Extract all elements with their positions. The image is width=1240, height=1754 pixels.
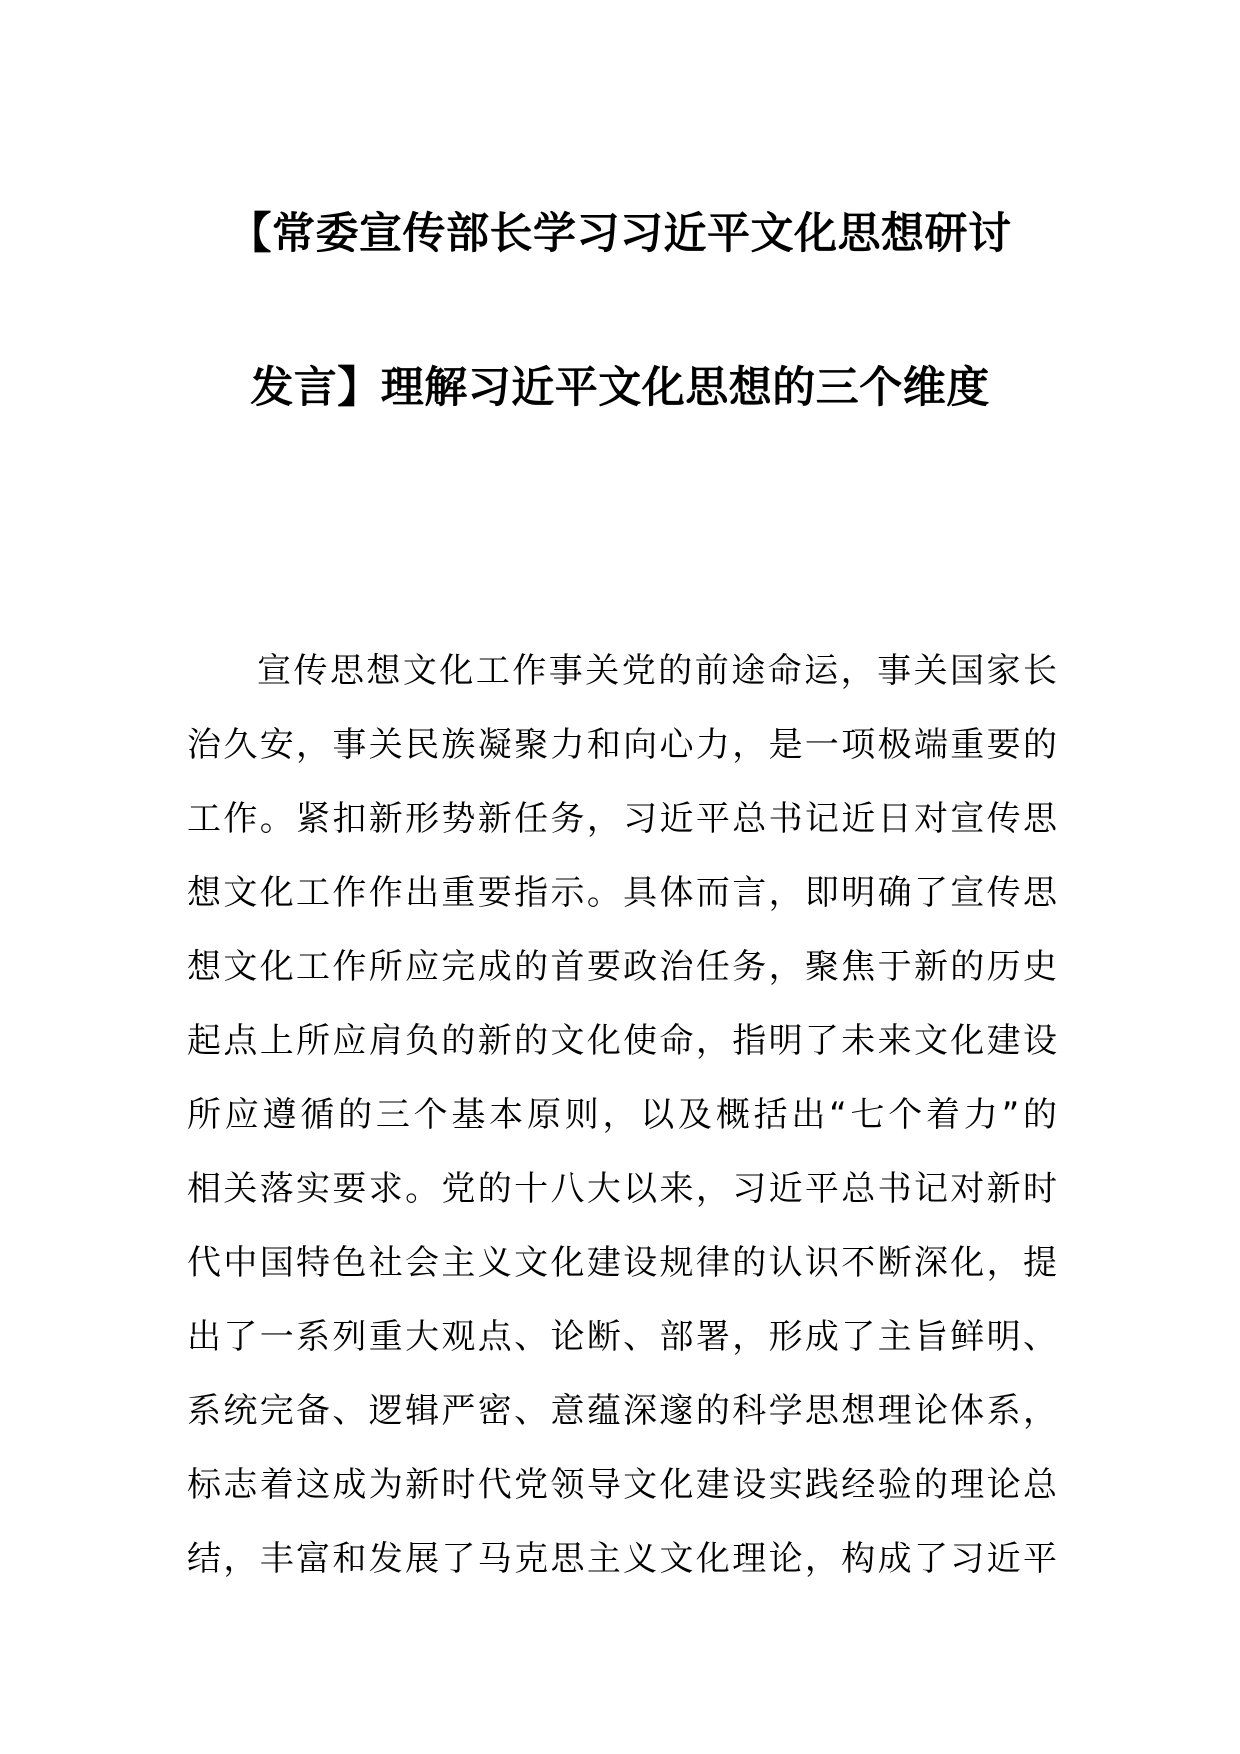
paragraph-line: 结，丰富和发展了马克思主义文化理论，构成了习近平	[187, 1539, 1057, 1579]
body-paragraph	[187, 634, 1057, 1596]
paragraph-line: 宣传思想文化工作事关党的前途命运，事关国家长	[257, 651, 1057, 691]
paragraph-line: 所应遵循的三个基本原则，以及概括出“七个着力”的	[187, 1095, 1057, 1135]
document-title-line-2: 发言】理解习近平文化思想的三个维度	[250, 363, 990, 413]
paragraph-line: 想文化工作作出重要指示。具体而言，即明确了宣传思	[187, 873, 1057, 913]
paragraph-line: 想文化工作所应完成的首要政治任务，聚焦于新的历史	[187, 947, 1057, 987]
paragraph-line: 相关落实要求。党的十八大以来，习近平总书记对新时	[187, 1169, 1057, 1209]
paragraph-line: 工作。紧扣新形势新任务，习近平总书记近日对宣传思	[187, 799, 1057, 839]
paragraph-line: 系统完备、逻辑严密、意蕴深邃的科学思想理论体系，	[187, 1391, 1057, 1431]
paragraph-line: 出了一系列重大观点、论断、部署，形成了主旨鲜明、	[187, 1317, 1057, 1357]
paragraph-line: 起点上所应肩负的新的文化使命，指明了未来文化建设	[187, 1021, 1057, 1061]
paragraph-line: 标志着这成为新时代党领导文化建设实践经验的理论总	[187, 1465, 1057, 1505]
paragraph-line: 治久安，事关民族凝聚力和向心力，是一项极端重要的	[187, 725, 1057, 765]
paragraph-line: 代中国特色社会主义文化建设规律的认识不断深化，提	[187, 1243, 1057, 1283]
document-title-line-1: 【常委宣传部长学习习近平文化思想研讨	[228, 209, 1012, 259]
